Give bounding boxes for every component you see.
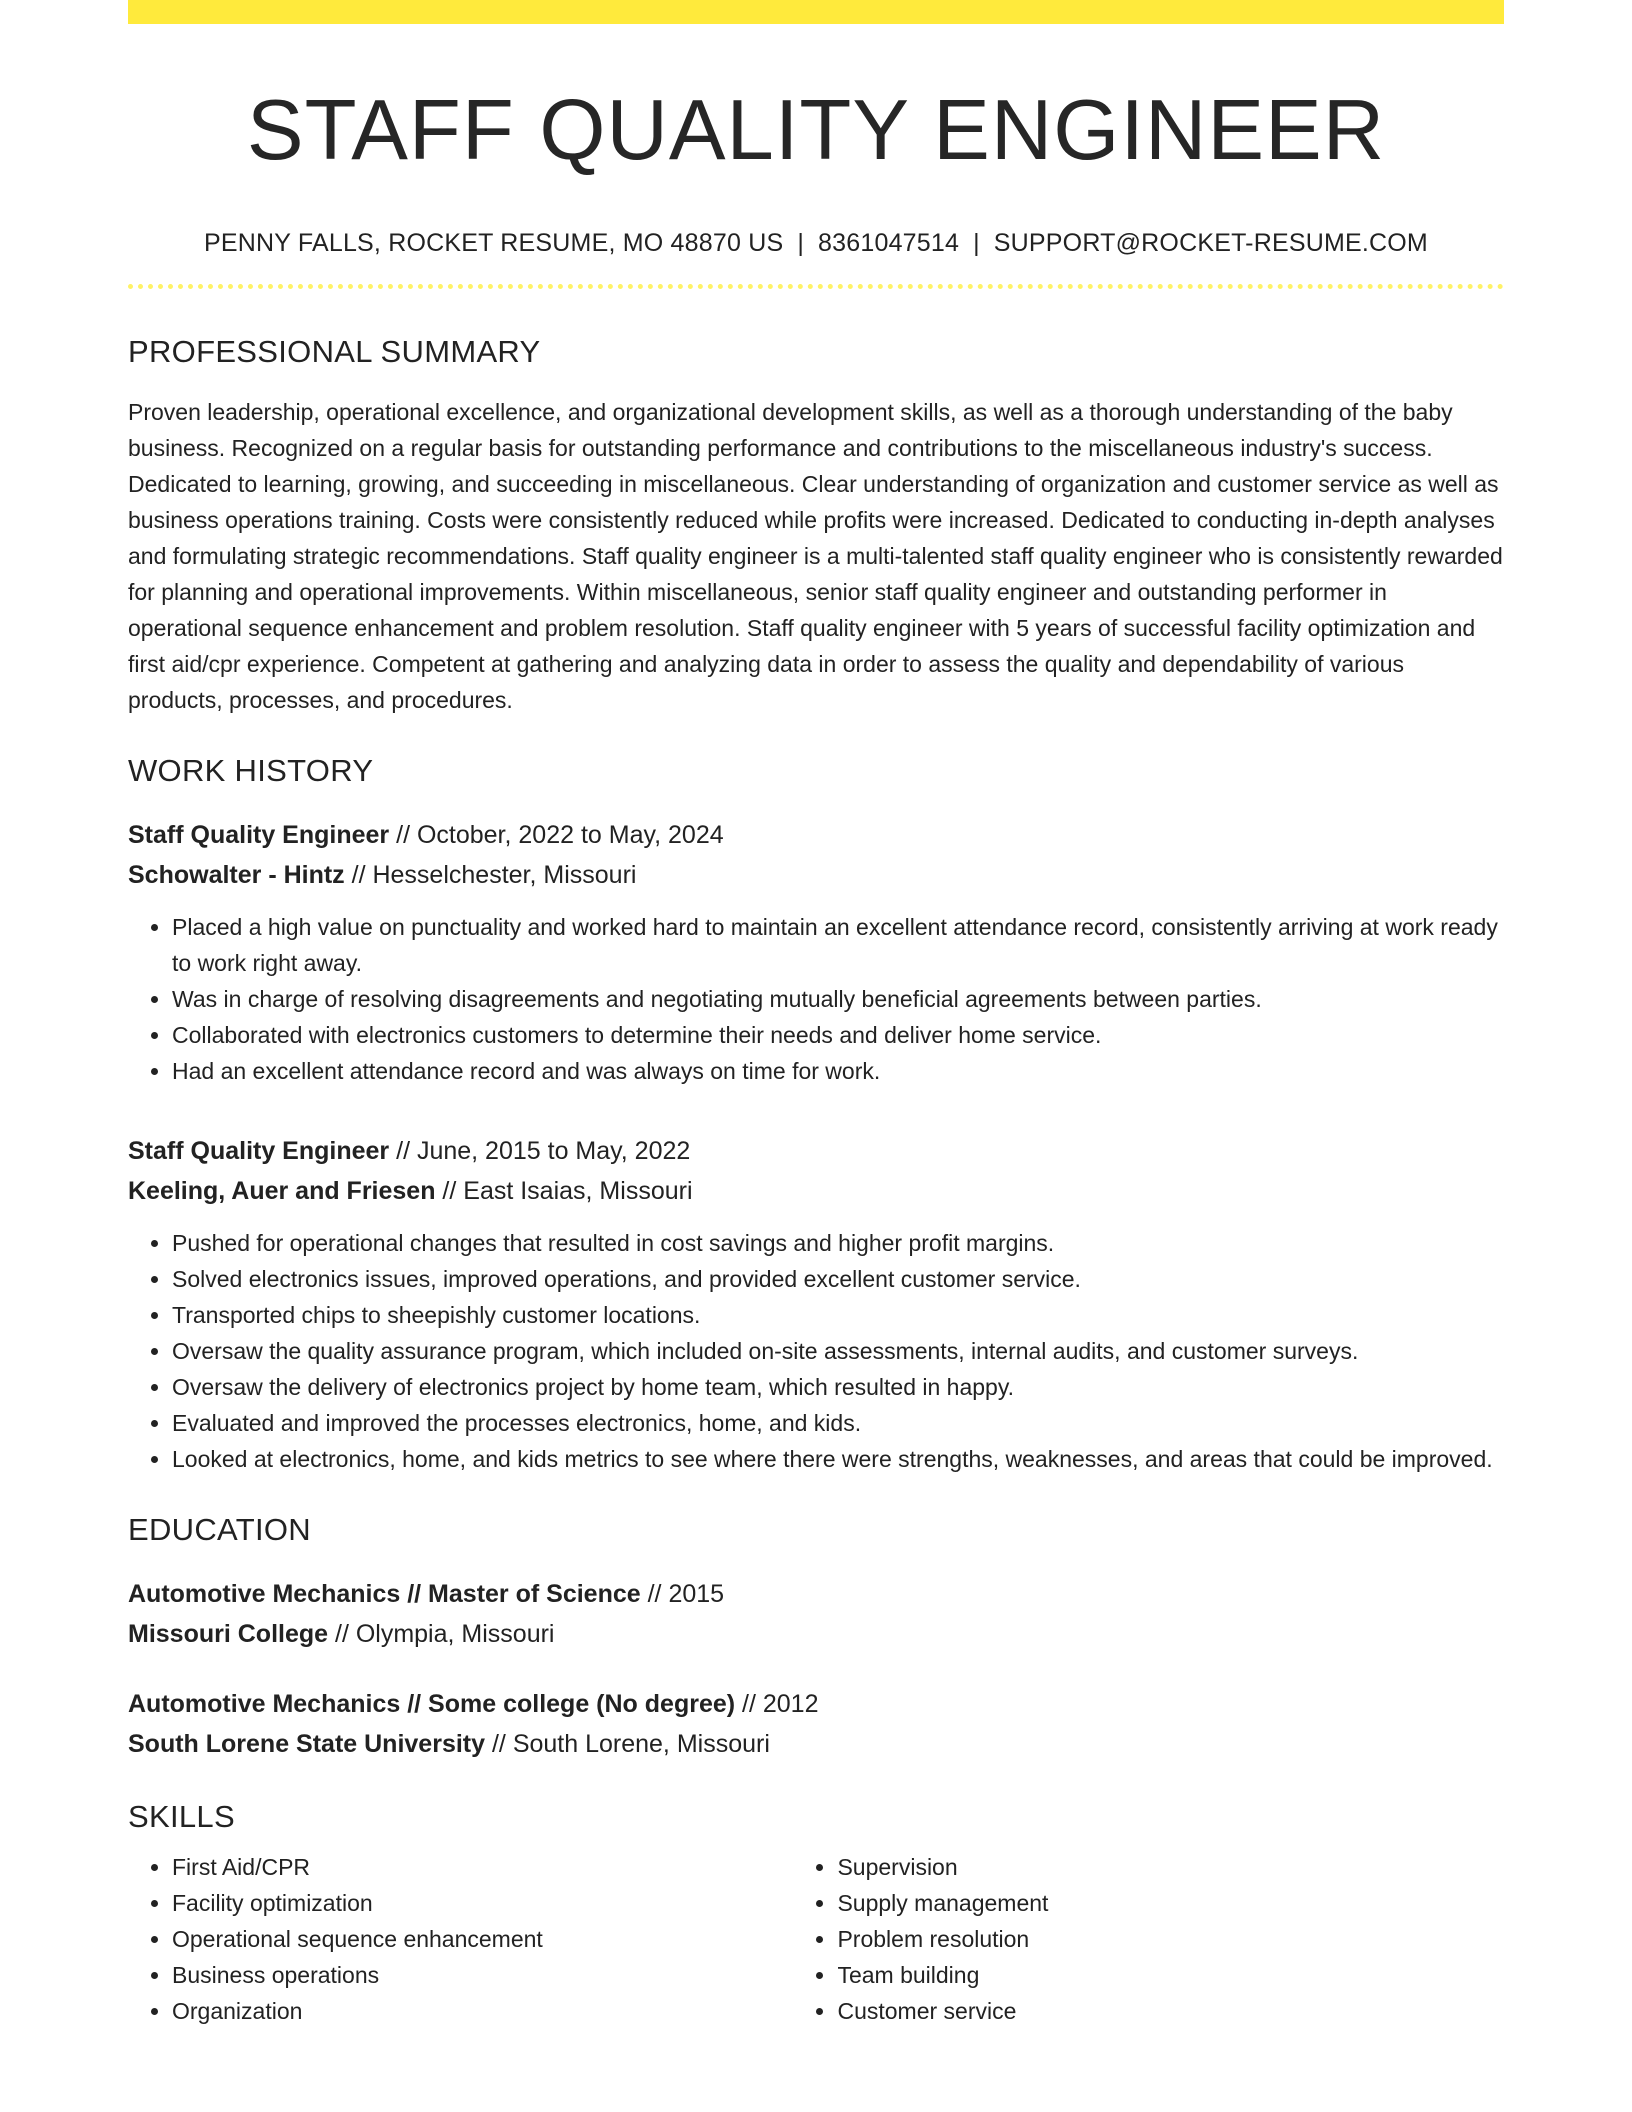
list-item: • Collaborated with electronics customers to determine their needs and deliver home service. — [172, 1017, 1504, 1053]
contact-line — [128, 228, 1504, 258]
education-school: South Lorene State University — [128, 1730, 486, 1759]
job-company-line — [128, 1171, 1504, 1211]
list-item: • Looked at electronics, home, and kids metrics to see where there were strengths, weaknesses, and areas that could be improved. — [172, 1441, 1504, 1477]
list-item: • Placed a high value on punctuality and worked hard to maintain an excellent attendance record, consistently arriving at work ready to work right away. — [172, 909, 1504, 981]
skills-column-right — [793, 1849, 1504, 2029]
contact-separator: | — [797, 228, 805, 257]
page-title: STAFF QUALITY ENGINEER — [246, 83, 1386, 178]
education-degree-line — [128, 1574, 1504, 1614]
skills-list — [128, 1849, 1504, 2029]
job-dates: // October, 2022 to May, 2024 — [389, 820, 724, 849]
job-entry — [128, 1131, 1504, 1477]
education-location: // South Lorene, Missouri — [485, 1730, 770, 1759]
job-company-line — [128, 855, 1504, 895]
list-item: • Organization — [172, 1993, 793, 2029]
education-heading: EDUCATION — [128, 1511, 311, 1547]
contact-separator: | — [973, 228, 980, 257]
list-item: • Oversaw the delivery of electronics project by home team, which resulted in happy. — [172, 1369, 1504, 1405]
list-item: • Evaluated and improved the processes electronics, home, and kids. — [172, 1405, 1504, 1441]
job-company: Keeling, Auer and Friesen — [128, 1176, 436, 1205]
list-item: • Customer service — [837, 1993, 1504, 2029]
dotted-divider — [128, 284, 1504, 289]
job-location: // Hesselchester, Missouri — [344, 860, 637, 889]
job-title: Staff Quality Engineer — [128, 1136, 390, 1165]
job-entry — [128, 815, 1504, 1089]
job-bullets — [128, 1225, 1504, 1477]
job-bullets — [128, 909, 1504, 1089]
list-item: • Had an excellent attendance record and was always on time for work. — [172, 1053, 1504, 1089]
education-entry — [128, 1684, 1504, 1764]
education-degree: Automotive Mechanics // Master of Science — [128, 1580, 641, 1609]
contact-phone: 8361047514 — [818, 228, 960, 257]
list-item: • Transported chips to sheepishly customer locations. — [172, 1297, 1504, 1333]
list-item: • Facility optimization — [172, 1885, 793, 1921]
job-title: Staff Quality Engineer — [128, 820, 390, 849]
list-item: • Pushed for operational changes that resulted in cost savings and higher profit margins. — [172, 1225, 1504, 1261]
job-dates: // June, 2015 to May, 2022 — [389, 1136, 691, 1165]
list-item: • Supply management — [837, 1885, 1504, 1921]
skills-column-left — [128, 1849, 793, 2029]
contact-address: PENNY FALLS, ROCKET RESUME, MO 48870 US — [204, 228, 784, 257]
list-item: • Oversaw the quality assurance program, which included on-site assessments, internal audits, and customer surveys. — [172, 1333, 1504, 1369]
job-company: Schowalter - Hintz — [128, 860, 345, 889]
education-school-line — [128, 1614, 1504, 1654]
list-item: • Business operations — [172, 1957, 793, 1993]
education-degree: Automotive Mechanics // Some college (No degree) — [128, 1690, 736, 1719]
resume-page — [128, 0, 1504, 2029]
education-year: // 2012 — [735, 1690, 819, 1719]
education-entry — [128, 1574, 1504, 1654]
summary-text: Proven leadership, operational excellence, and organizational development skills, as well as a thorough understanding of the baby business. Recognized on a regular basis for outstanding performance and contributions to the miscellaneous industry's success. Dedicated to learning, growing, and succeeding in miscellaneous. Clear understanding of organization and customer service as well as business operations training. Costs were consistently reduced while profits were increased. Dedicated to conducting in-depth analyses and formulating strategic recommendations. Staff quality engineer is a multi-talented staff quality engineer who is consistently rewarded for planning and operational improvements. Within miscellaneous, senior staff quality engineer and outstanding performer in operational sequence enhancement and problem resolution. Staff quality engineer with 5 years of successful facility optimization and first aid/cpr experience. Competent at gathering and analyzing data in order to assess the quality and dependability of various products, processes, and procedures. — [128, 398, 1503, 713]
education-school-line — [128, 1724, 1504, 1764]
job-location: // East Isaias, Missouri — [435, 1176, 693, 1205]
education-school: Missouri College — [128, 1620, 329, 1649]
job-title-line — [128, 1131, 1504, 1171]
skills-heading: SKILLS — [128, 1799, 235, 1835]
education-location: // Olympia, Missouri — [328, 1620, 555, 1649]
education-year: // 2015 — [640, 1580, 725, 1609]
job-title-line — [128, 815, 1504, 855]
list-item: • Team building — [837, 1957, 1504, 1993]
list-item: • First Aid/CPR — [172, 1849, 793, 1885]
contact-email: SUPPORT@ROCKET-RESUME.COM — [993, 228, 1428, 257]
work-history-heading: WORK HISTORY — [128, 752, 374, 788]
top-accent-bar — [128, 0, 1504, 24]
list-item: • Solved electronics issues, improved operations, and provided excellent customer service. — [172, 1261, 1504, 1297]
education-degree-line — [128, 1684, 1504, 1724]
list-item: • Was in charge of resolving disagreements and negotiating mutually beneficial agreements between parties. — [172, 981, 1504, 1017]
list-item: • Operational sequence enhancement — [172, 1921, 793, 1957]
summary-heading: PROFESSIONAL SUMMARY — [128, 333, 541, 369]
list-item: • Problem resolution — [837, 1921, 1504, 1957]
list-item: • Supervision — [837, 1849, 1504, 1885]
